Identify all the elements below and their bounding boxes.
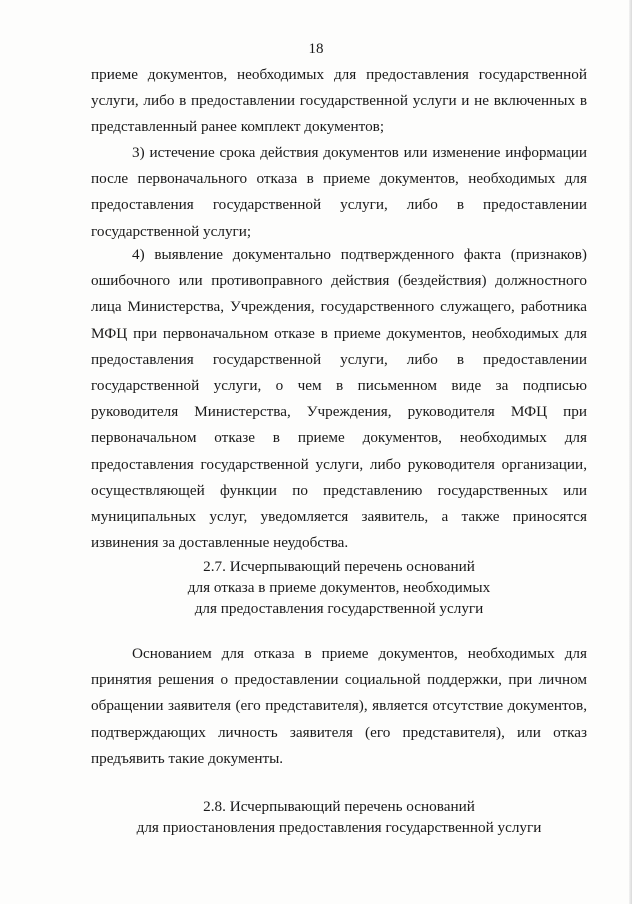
section-heading-2-8 xyxy=(91,796,587,838)
heading-2-7-line-3: для предоставления государственной услуги xyxy=(194,600,484,617)
item-4-text: 4) выявление документально подтвержденного факта (признаков) ошибочного или противоправного действия (бездействия) должностного лица Министерства, Учреждения, государственного служащего, работника МФЦ при первоначальном отказе в приеме документов, необходимых для предоставления государственной услуги, либо в предоставлении государственной услуги, о чем в письменном виде за подписью руководителя Министерства, Учреждения, руководителя МФЦ при первоначальном отказе в приеме документов, необходимых для предоставления государственной услуги, либо руководителя организации, осуществляющей функции по представлению государственных или муниципальных услуг, уведомляется заявитель, а также приносятся извинения за доставленные неудобства. xyxy=(91,246,587,552)
continuation-text: приеме документов, необходимых для предоставления государственной услуги, либо в предоставлении государственной услуги и не включенных в представленный ранее комплект документов; xyxy=(91,66,587,136)
paragraph-item-4 xyxy=(91,242,587,556)
paragraph-item-3 xyxy=(91,140,587,245)
item-3-text: 3) истечение срока действия документов или изменение информации после первоначального отказа в приеме документов, необходимых для предоставления государственной услуги, либо в предоставлении государственной услуги; xyxy=(91,144,587,240)
heading-2-8-line-1: 2.8. Исчерпывающий перечень оснований xyxy=(203,798,475,815)
section-heading-2-7 xyxy=(91,556,587,619)
heading-2-7-line-2: для отказа в приеме документов, необходимых xyxy=(187,579,491,596)
paragraph-section-2-7 xyxy=(91,641,587,772)
section-2-7-text: Основанием для отказа в приеме документов, необходимых для принятия решения о предоставлении социальной поддержки, при личном обращении заявителя (его представителя), является отсутствие документов, подтверждающих личность заявителя (его представителя), или отказ предъявить такие документы. xyxy=(91,645,587,767)
page-number: 18 xyxy=(308,41,324,57)
heading-2-8-line-2: для приостановления предоставления государственной услуги xyxy=(136,819,542,836)
paragraph-continuation xyxy=(91,62,587,141)
heading-2-7-line-1: 2.7. Исчерпывающий перечень оснований xyxy=(203,558,475,575)
